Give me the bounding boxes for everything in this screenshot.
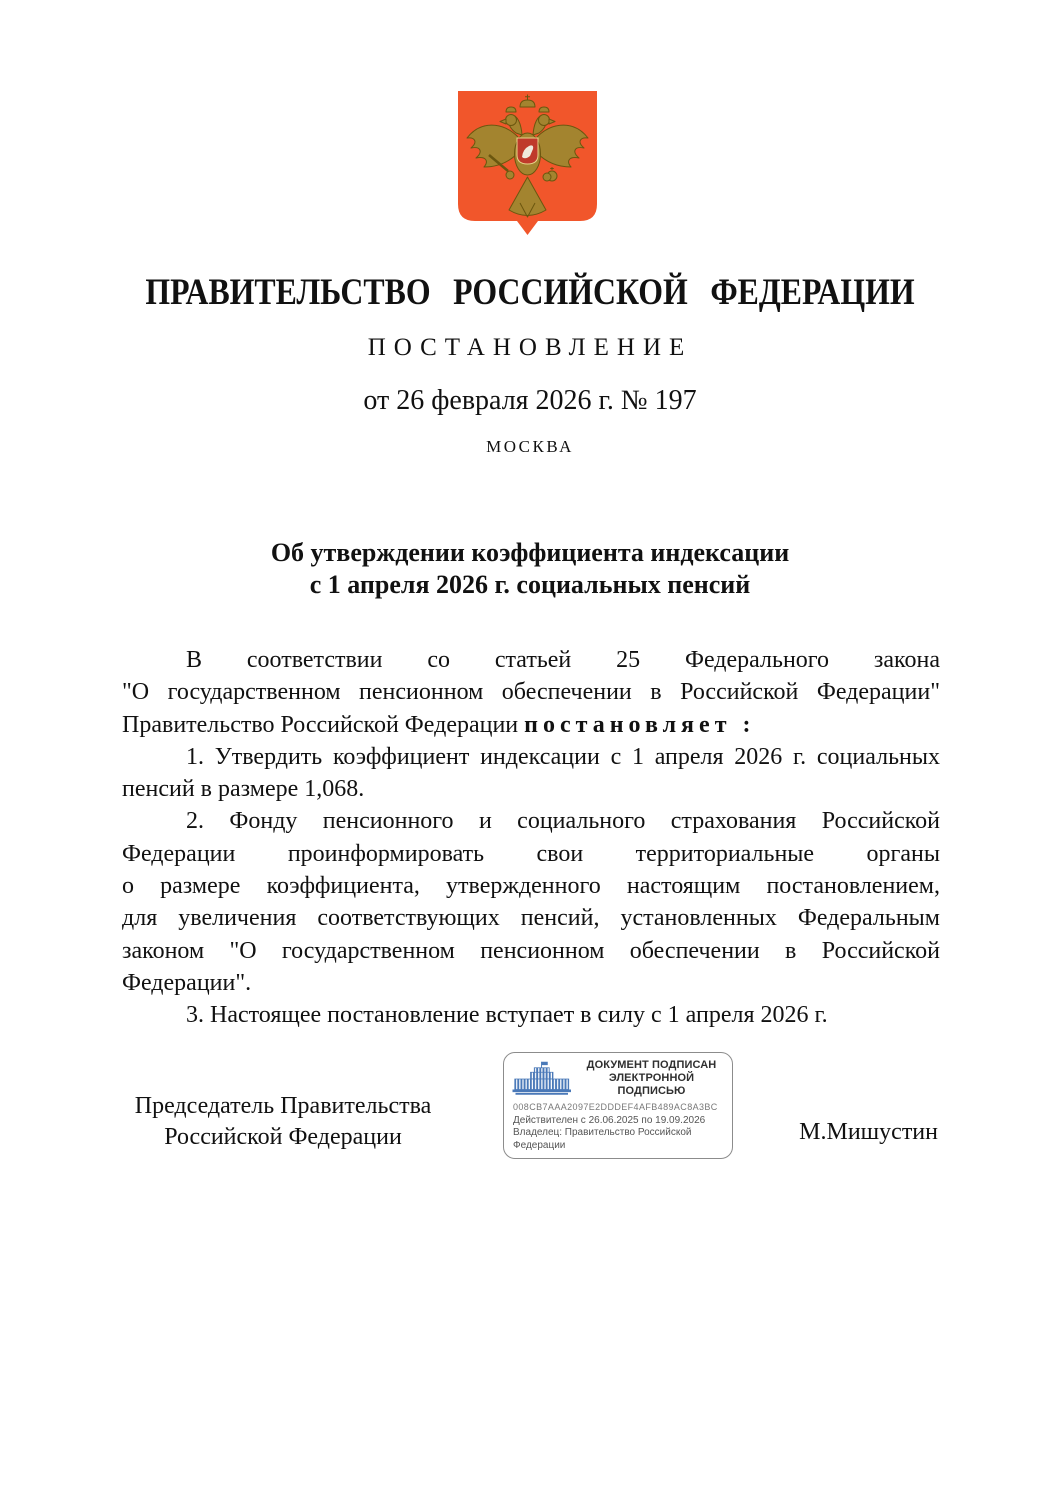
document-title-line1: Об утверждении коэффициента индексации bbox=[270, 538, 790, 567]
body-line-text: Правительство Российской Федерации bbox=[122, 711, 519, 738]
doc-type: ПОСТАНОВЛЕНИЕ bbox=[367, 334, 693, 361]
org-name: ПРАВИТЕЛЬСТВО РОССИЙСКОЙ ФЕДЕРАЦИИ bbox=[145, 272, 915, 313]
document-body bbox=[122, 644, 940, 1032]
stamp-owner bbox=[513, 1127, 732, 1152]
stamp-certificate-number: 008CB7AAA2097E2DDDEF4AFB489AC8A3BC bbox=[513, 1102, 718, 1112]
stamp-header bbox=[504, 1053, 732, 1099]
stamp-validity: Действителен с 26.06.2025 по 19.09.2026 bbox=[513, 1115, 706, 1126]
resolution-word: постановляет : bbox=[524, 711, 756, 738]
city-line: МОСКВА bbox=[486, 437, 574, 456]
body-line: 3. Настоящее постановление вступает в силу с 1 апреля 2026 г. bbox=[186, 1002, 828, 1029]
stamp-title-line1: ДОКУМЕНТ ПОДПИСАН bbox=[586, 1059, 717, 1071]
government-building-icon bbox=[511, 1060, 577, 1098]
signer-position-line1: Председатель Правительства bbox=[134, 1093, 432, 1119]
body-line: 1. Утвердить коэффициент индексации с 1 апреля 2026 г. социальных bbox=[186, 743, 940, 770]
stamp-title bbox=[577, 1059, 726, 1098]
body-line bbox=[122, 709, 940, 741]
body-line: законом "О государственном пенсионном обеспечении в Российской bbox=[122, 937, 940, 964]
body-line: о размере коэффициента, утвержденного настоящим постановлением, bbox=[122, 873, 940, 900]
stamp-title-line2: ЭЛЕКТРОННОЙ ПОДПИСЬЮ bbox=[608, 1072, 695, 1097]
date-number-line: от 26 февраля 2026 г. № 197 bbox=[363, 385, 697, 416]
electronic-signature-stamp bbox=[503, 1052, 733, 1159]
stamp-owner-line1: Владелец: Правительство Российской bbox=[513, 1127, 692, 1138]
body-line: Федерации". bbox=[122, 969, 252, 996]
document-title bbox=[0, 537, 1060, 601]
body-line: В соответствии со статьей 25 Федерального закона bbox=[186, 647, 940, 673]
body-line: Федерации проинформировать свои территориальные органы bbox=[122, 840, 940, 867]
body-line: пенсий в размере 1,068. bbox=[122, 776, 365, 803]
body-line: для увеличения соответствующих пенсий, установленных Федеральным bbox=[122, 905, 940, 932]
stamp-owner-line2: Федерации bbox=[513, 1139, 566, 1151]
russia-coat-of-arms-icon bbox=[458, 91, 597, 241]
signer-name: М.Мишустин bbox=[799, 1119, 938, 1145]
signer-position-line2: Российской Федерации bbox=[164, 1124, 402, 1150]
document-title-line2: с 1 апреля 2026 г. социальных пенсий bbox=[309, 570, 751, 599]
body-line: 2. Фонду пенсионного и социального страхования Российской bbox=[186, 808, 940, 835]
body-line: "О государственном пенсионном обеспечении в Российской Федерации" bbox=[122, 679, 940, 706]
signer-position bbox=[116, 1091, 450, 1153]
